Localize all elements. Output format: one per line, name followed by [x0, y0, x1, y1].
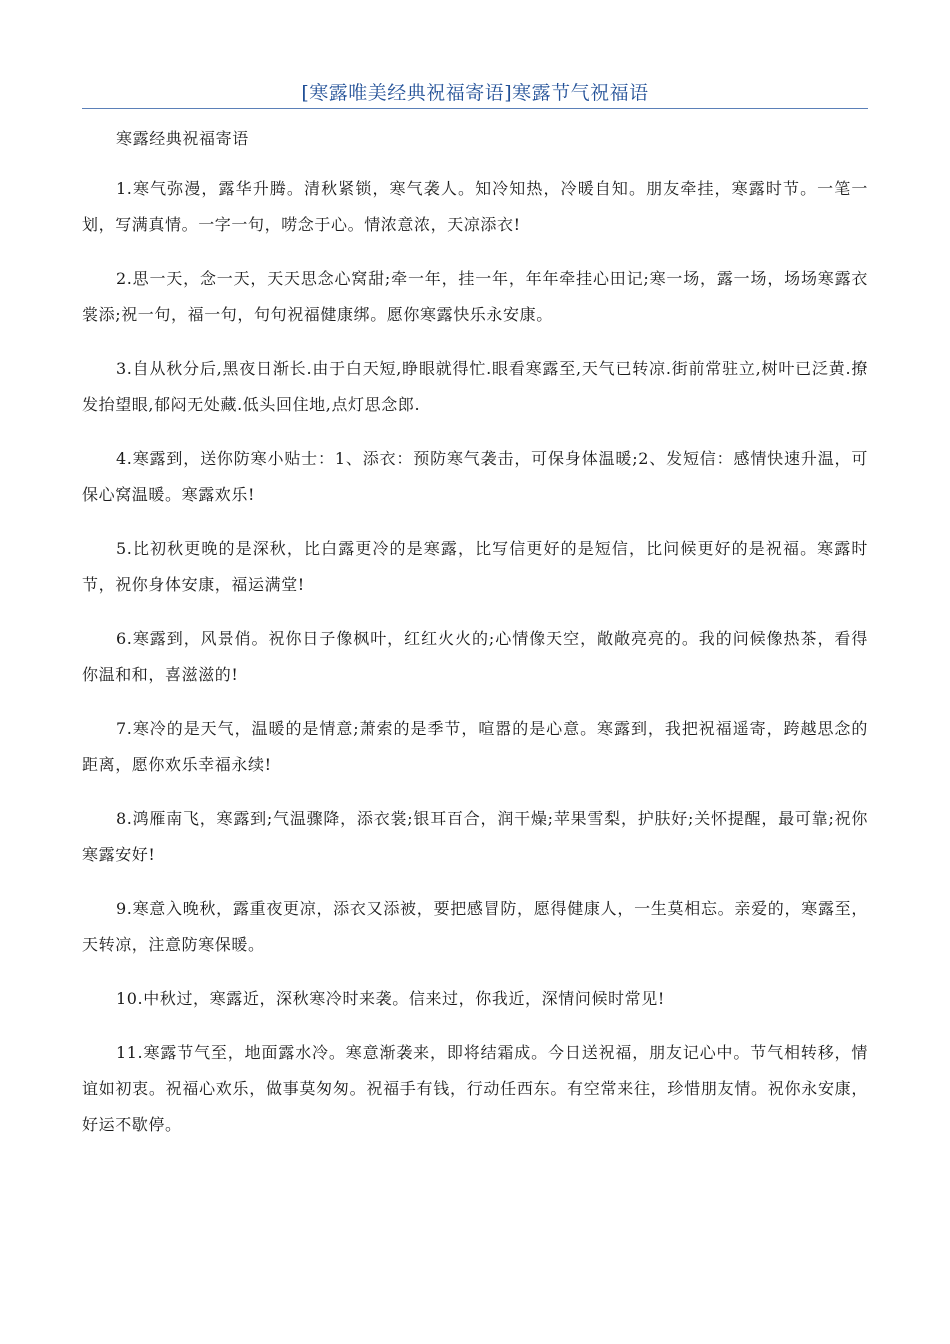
- greeting-entry-5: 5.比初秋更晚的是深秋，比白露更冷的是寒露，比写信更好的是短信，比问候更好的是祝福。寒露时节，祝你身体安康，福运满堂!: [82, 539, 868, 594]
- greeting-entry-10: 10.中秋过，寒露近，深秋寒冷时来袭。信来过，你我近，深情问候时常见!: [116, 989, 665, 1008]
- greeting-entry-4: 4.寒露到，送你防寒小贴士：1、添衣：预防寒气袭击，可保身体温暖;2、发短信：感情快速升温，可保心窝温暖。寒露欢乐!: [82, 449, 868, 504]
- greeting-entry-9: 9.寒意入晚秋，露重夜更凉，添衣又添被，要把感冒防，愿得健康人，一生莫相忘。亲爱的，寒露至，天转凉，注意防寒保暖。: [82, 899, 868, 954]
- greeting-entry-11: 11.寒露节气至，地面露水冷。寒意渐袭来，即将结霜成。今日送祝福，朋友记心中。节气相转移，情谊如初衷。祝福心欢乐，做事莫匆匆。祝福手有钱，行动任西东。有空常来往，珍惜朋友情。祝你永安康，好运不歇停。: [82, 1043, 868, 1134]
- greeting-entry-2: 2.思一天，念一天，天天思念心窝甜;牵一年，挂一年，年年牵挂心田记;寒一场，露一场，场场寒露衣裳添;祝一句，福一句，句句祝福健康绑。愿你寒露快乐永安康。: [82, 269, 868, 324]
- greeting-entry-8: 8.鸿雁南飞，寒露到;气温骤降，添衣裳;银耳百合，润干燥;苹果雪梨，护肤好;关怀提醒，最可靠;祝你寒露安好!: [82, 809, 868, 864]
- title-divider: [82, 108, 868, 109]
- greeting-entry-1: 1.寒气弥漫，露华升腾。清秋紧锁，寒气袭人。知冷知热，冷暖自知。朋友牵挂，寒露时节。一笔一划，写满真情。一字一句，唠念于心。情浓意浓，天凉添衣!: [82, 179, 868, 234]
- greetings-list: [82, 171, 868, 1161]
- greeting-entry-7: 7.寒冷的是天气，温暖的是情意;萧索的是季节，喧嚣的是心意。寒露到，我把祝福遥寄，跨越思念的距离，愿你欢乐幸福永续!: [82, 719, 868, 774]
- greeting-entry-6: 6.寒露到，风景俏。祝你日子像枫叶，红红火火的;心情像天空，敞敞亮亮的。我的问候像热茶，看得你温和和，喜滋滋的!: [82, 629, 868, 684]
- section-heading: 寒露经典祝福寄语: [116, 129, 249, 148]
- document-title: [寒露唯美经典祝福寄语]寒露节气祝福语: [301, 82, 649, 104]
- greeting-entry-3: 3.自从秋分后,黑夜日渐长.由于白天短,睁眼就得忙.眼看寒露至,天气已转凉.街前常驻立,树叶已泛黄.撩发抬望眼,郁闷无处藏.低头回住地,点灯思念郎.: [82, 359, 868, 414]
